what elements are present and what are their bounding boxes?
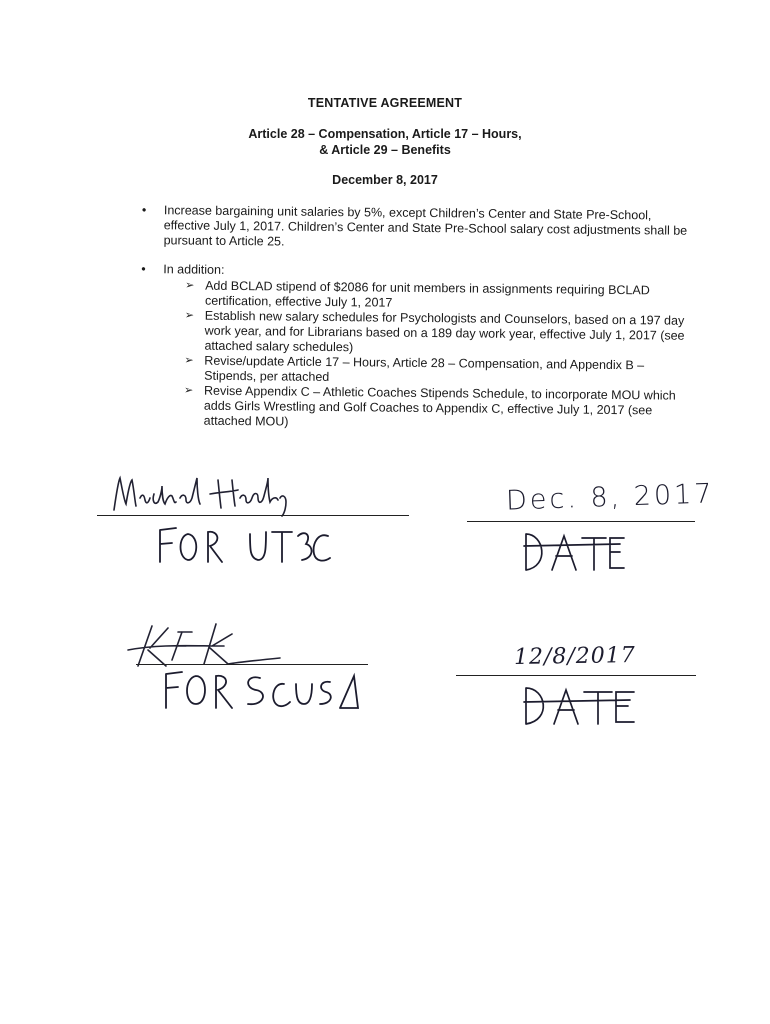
document-date: December 8, 2017 bbox=[332, 173, 438, 187]
sub-list-item bbox=[182, 308, 698, 358]
union-label bbox=[152, 524, 332, 568]
signature-line bbox=[136, 664, 368, 665]
document-title: TENTATIVE AGREEMENT bbox=[307, 96, 463, 110]
arrow-right-icon: ➢ bbox=[184, 309, 195, 322]
bullet-dot-icon: • bbox=[141, 262, 146, 277]
sub-item-text: Add BCLAD stipend of $2086 for unit members in assignments requiring BCLAD certification, effective July 1, 2017 bbox=[204, 278, 650, 310]
sub-list bbox=[162, 278, 700, 434]
bullet-dot-icon: • bbox=[141, 203, 147, 218]
date-line bbox=[467, 521, 695, 522]
subtitle-line-1: Article 28 – Compensation, Article 17 – Hours, bbox=[248, 127, 522, 141]
signature-line bbox=[97, 515, 409, 516]
list-item bbox=[138, 262, 700, 434]
bullet-text: Increase bargaining unit salaries by 5%, except Children’s Center and State Pre-School, effective July 1, 2017. Children’s Center and State Pre-School salary cost adjustments shall be pursuant to Article 25. bbox=[163, 203, 688, 249]
date-line bbox=[456, 675, 696, 676]
arrow-right-icon: ➢ bbox=[184, 354, 194, 367]
sub-item-text: Establish new salary schedules for Psychologists and Counselors, based on a 197 day work year, and for Librarians based on a 189 day work year, effective July 1, 2017 (see attached salary schedules) bbox=[204, 308, 685, 355]
union-date: Dec. 8, 2017 bbox=[505, 478, 715, 517]
sub-item-text: Revise Appendix C – Athletic Coaches Stipends Schedule, to incorporate MOU which adds Girls Wrestling and Golf Coaches to Appendix C, effective July 1, 2017 (see attached MOU) bbox=[203, 383, 676, 429]
sub-list-item bbox=[182, 383, 698, 433]
date-label-union bbox=[520, 530, 630, 574]
date-label-district bbox=[520, 684, 640, 728]
union-signature bbox=[100, 468, 310, 518]
district-label bbox=[160, 668, 360, 712]
district-date: 12/8/2017 bbox=[513, 642, 637, 671]
list-item bbox=[140, 203, 700, 254]
agreement-terms bbox=[137, 203, 699, 448]
district-signature bbox=[120, 620, 290, 670]
arrow-right-icon: ➢ bbox=[183, 384, 194, 397]
sub-item-text: Revise/update Article 17 – Hours, Article 28 – Compensation, and Appendix B – Stipends, per attached bbox=[204, 353, 645, 384]
document-subtitle bbox=[0, 126, 770, 158]
bullet-text: In addition: bbox=[163, 262, 225, 277]
arrow-right-icon: ➢ bbox=[185, 279, 195, 292]
subtitle-line-2: & Article 29 – Benefits bbox=[319, 143, 451, 157]
